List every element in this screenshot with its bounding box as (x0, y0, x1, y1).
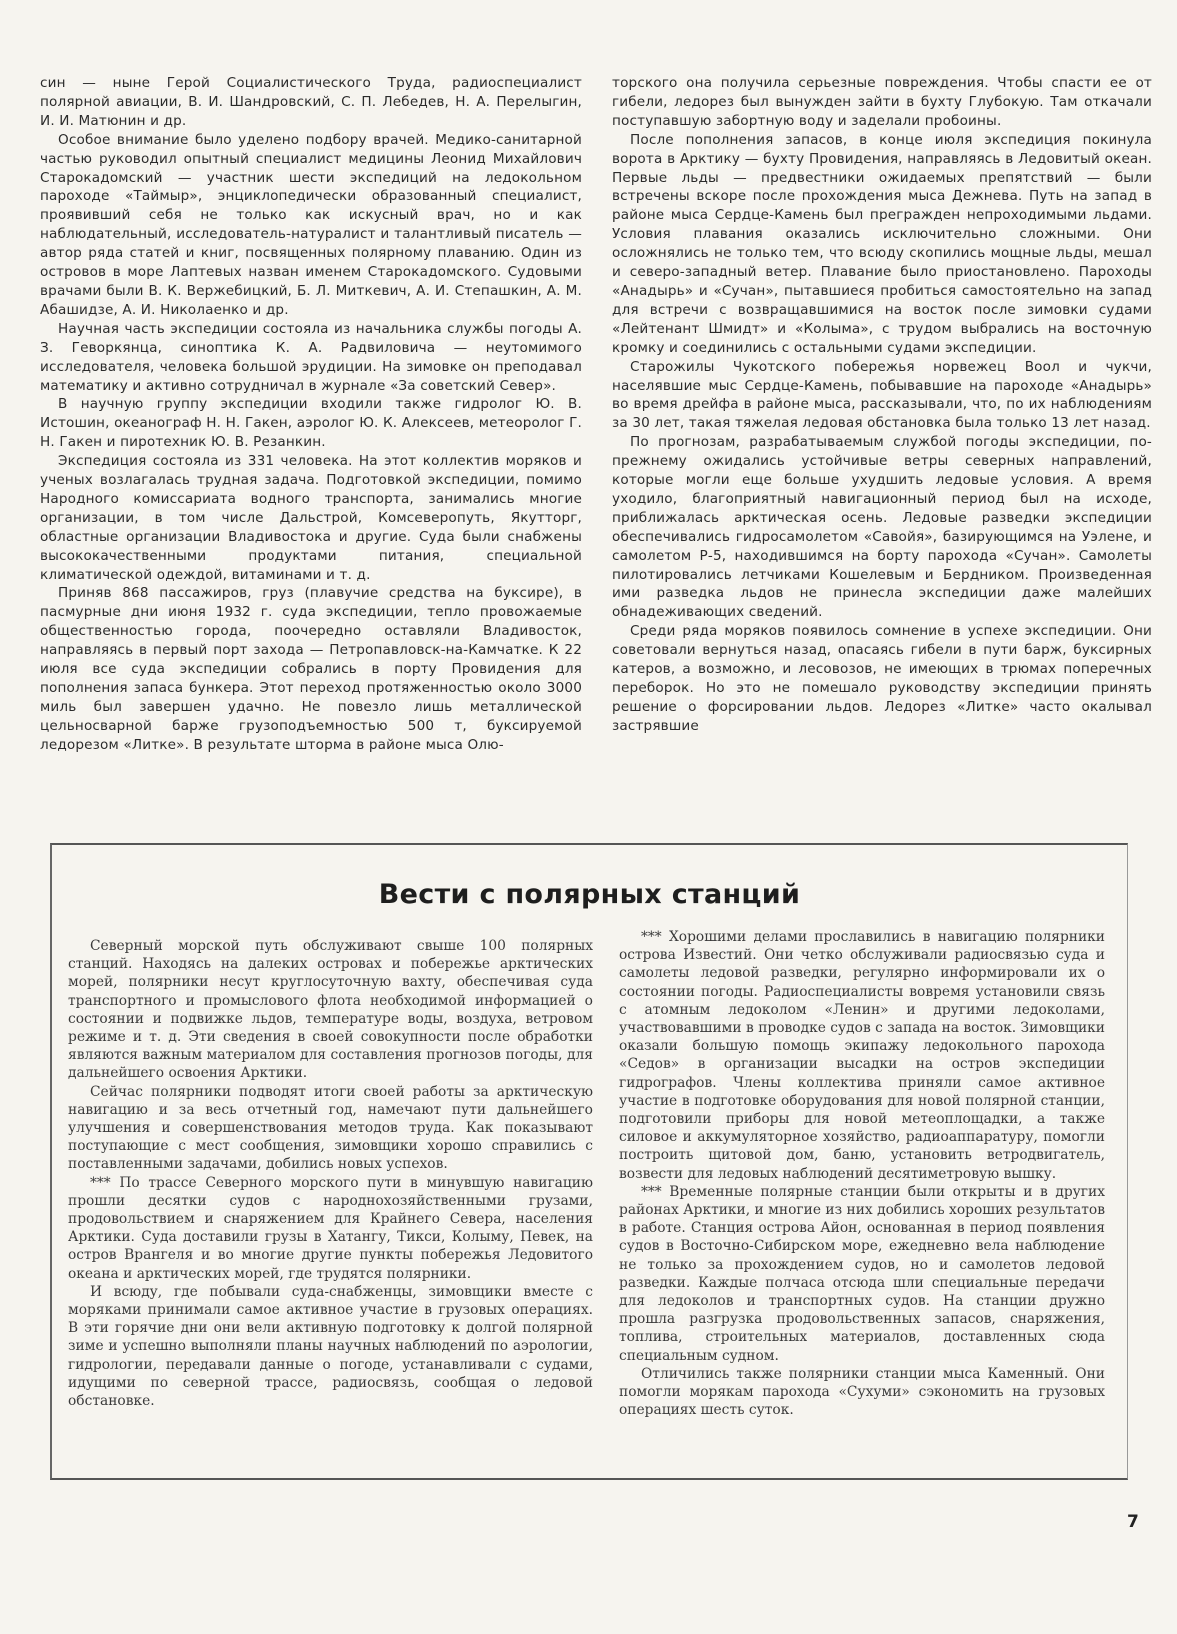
paragraph: торского она получила серьезные повреждения. Чтобы спасти ее от гибели, ледорез был вынужден зайти в бухту Глубокую. Там откачали поступавшую забортную воду и заделали пробоины. (612, 75, 1152, 129)
paragraph: Старожилы Чукотского побережья норвежец Воол и чукчи, населявшие мыс Сердце-Камень, побывавшие на пароходе «Анадырь» во время дрейфа в районе мыса, рассказывали, что, по их наблюдениям за 30 лет, такая тяжелая ледовая обстановка была только 13 лет назад. (612, 358, 1152, 432)
paragraph: Среди ряда моряков появилось сомнение в успехе экспедиции. Они советовали вернуться назад, опасаясь гибели в пути барж, буксирных катеров, а возможно, и лесовозов, не имеющих в трюмах поперечных переборок. Но это не помешало руководству экспедиции принять решение о форсировании льдов. Ледорез «Литке» часто окалывал застрявшие (612, 623, 1152, 734)
paragraph: *** По трассе Северного морского пути в минувшую навигацию прошли десятки судов с народнохозяйственными грузами, продовольствием и снаряжением для Крайнего Севера, населения Арктики. Суда доставили грузы в Хатангу, Тикси, Колыму, Певек, на остров Врангеля и во многие другие пункты побережья Ледовитого океана и арктических морей, где трудятся полярники. (68, 1174, 593, 1282)
paragraph: Особое внимание было уделено подбору врачей. Медико-санитарной частью руководил опытный специалист медицины Леонид Михайлович Старокадомский — участник шести экспедиций на ледокольном пароходе «Таймыр», энциклопедически образованный специалист, проявивший себя не только как искусный врач, но и как наблюдательный, исследователь-натуралист и талантливый писатель — автор ряда статей и книг, посвященных полярному плаванию. Один из островов в море Лаптевых назван именем Старокадомского. Судовыми врачами были В. К. Вержебицкий, Б. Л. Миткевич, А. И. Степашкин, А. М. Абашидзе, А. И. Николаенко и др. (40, 131, 582, 318)
paragraph: Приняв 868 пассажиров, груз (плавучие средства на буксире), в пасмурные дни июня 1932 г. суда экспедиции, тепло провожаемые общественностью города, поочередно оставляли Владивосток, направляясь в первый порт захода — Петропавловск-на-Камчатке. К 22 июля все суда экспедиции собрались в порту Провидения для пополнения запаса бункера. Этот переход протяженностью около 3000 миль был завершен удачно. Не повезло лишь металлической цельносварной барже грузоподъемностью 500 т, буксируемой ледорезом «Литке». В результате шторма в районе мыса Олю- (40, 585, 582, 753)
news-sidebar-box (50, 843, 1128, 1480)
paragraph: *** Хорошими делами прославились в навигацию полярники острова Известий. Они четко обслуживали радиосвязью суда и самолеты ледовой разведки, регулярно информировали их о состоянии погоды. Радиоспециалисты вовремя установили связь с атомным ледоколом «Ленин» и другими ледоколами, участвовавшими в проводке судов с запада на восток. Зимовщики оказали большую помощь экипажу ледокольного парохода «Седов» в организации высадки на остров экспедиции гидрографов. Члены коллектива приняли самое активное участие в подготовке оборудования для новой полярной станции, подготовили приборы для новой метеоплощадки, а также силовое и аккумуляторное хозяйство, радиоаппаратуру, помогли построить щитовой дом, баню, установить ветродвигатель, возвести для ледовых наблюдений десятиметровую вышку. (619, 929, 1105, 1182)
paragraph: После пополнения запасов, в конце июля экспедиция покинула ворота в Арктику — бухту Провидения, направляясь в Ледовитый океан. Первые льды — предвестники ожидаемых препятствий — были встречены вскоре после прохождения мыса Дежнева. Путь на запад в районе мыса Сердце-Камень был прегражден непроходимыми льдами. Условия плавания оказались исключительно сложными. Они осложнялись не только тем, что всюду скопились мощные льды, мешал и северо-западный ветер. Плавание было приостановлено. Пароходы «Анадырь» и «Сучан», пытавшиеся пробиться самостоятельно на запад для встречи с возвращавшимися на восток после зимовки судами «Лейтенант Шмидт» и «Колыма», с трудом выбрались на восточную кромку и соединились с остальными судами экспедиции. (612, 131, 1152, 356)
paragraph: *** Временные полярные станции были открыты и в других районах Арктики, и многие из них добились хороших результатов в работе. Станция острова Айон, основанная в период появления судов в Восточно-Сибирском море, ежедневно вела наблюдение не только за прохождением судов, но и самолетов ледовой разведки. Каждые полчаса отсюда шли специальные передачи для ледоколов и транспортных судов. На станции дружно прошла разгрузка продовольственных запасов, снаряжения, топлива, строительных материалов, доставленных сюда специальным судном. (619, 1183, 1105, 1364)
page-number: 7 (1127, 1512, 1139, 1532)
article-column-left (40, 74, 582, 755)
paragraph: Научная часть экспедиции состояла из начальника службы погоды А. З. Геворкянца, синоптика К. А. Радвиловича — неутомимого исследователя, человека большой эрудиции. На зимовке он преподавал математику и активно сотрудничал в журнале «За советский Север». (40, 320, 582, 394)
paragraph: Северный морской путь обслуживают свыше 100 полярных станций. Находясь на далеких островах и побережье арктических морей, полярники несут круглосуточную вахту, обеспечивая суда транспортного и промыслового флота необходимой информацией о состоянии и подвижке льдов, температуре воды, воздуха, ветровом режиме и т. д. Эти сведения в своей совокупности после обработки являются важным материалом для составления прогнозов погоды, для дальнейшего освоения Арктики. (68, 938, 593, 1082)
sidebar-box-column-right (619, 928, 1105, 1419)
paragraph: Отличились также полярники станции мыса Каменный. Они помогли морякам парохода «Сухуми» сэкономить на грузовых операциях шесть суток. (619, 1365, 1105, 1419)
paragraph: син — ныне Герой Социалистического Труда, радиоспециалист полярной авиации, В. И. Шандровский, С. П. Лебедев, Н. А. Перелыгин, И. И. Матюнин и др. (40, 75, 582, 129)
paragraph: Экспедиция состояла из 331 человека. На этот коллектив моряков и ученых возлагалась трудная задача. Подготовкой экспедиции, помимо Народного комиссариата водного транспорта, занимались многие организации, в том числе Дальстрой, Комсеверопуть, Якутторг, областные организации Владивостока и другие. Суда были снабжены высококачественными продуктами питания, специальной климатической одеждой, витаминами и т. д. (40, 453, 582, 583)
paragraph: И всюду, где побывали суда-снабженцы, зимовщики вместе с моряками принимали самое активное участие в грузовых операциях. В эти горячие дни они вели активную подготовку к долгой полярной зиме и успешно выполняли планы научных наблюдений по аэрологии, гидрологии, передавали данные о погоде, устанавливали с судами, идущими по северной трассе, радиосвязь, сообщая о ледовой обстановке. (68, 1283, 593, 1410)
article-column-right (612, 74, 1152, 736)
sidebar-box-title: Вести с полярных станций (378, 879, 801, 910)
paragraph: Сейчас полярники подводят итоги своей работы за арктическую навигацию и за весь отчетный год, намечают пути дальнейшего улучшения и совершенствования методов труда. Как показывают поступающие с мест сообщения, зимовщики хорошо справились с поставленными задачами, добились новых успехов. (68, 1083, 593, 1173)
sidebar-box-column-left (68, 937, 593, 1410)
paragraph: В научную группу экспедиции входили также гидролог Ю. В. Истошин, океанограф Н. Н. Гакен, аэролог Ю. К. Алексеев, метеоролог Г. Н. Гакен и пиротехник Ю. В. Резанкин. (40, 396, 582, 451)
paragraph: По прогнозам, разрабатываемым службой погоды экспедиции, по-прежнему ожидались устойчивые ветры северных направлений, которые могли еще больше ухудшить ледовые условия. А время уходило, благоприятный навигационный период был на исходе, приближалась арктическая осень. Ледовые разведки экспедиции обеспечивались гидросамолетом «Савойя», базирующимся на Уэлене, и самолетом Р-5, находившимся на борту парохода «Сучан». Самолеты пилотировались летчиками Кошелевым и Бердником. Произведенная ими разведка льдов не принесла экспедиции даже малейших обнадеживающих сведений. (612, 434, 1152, 621)
